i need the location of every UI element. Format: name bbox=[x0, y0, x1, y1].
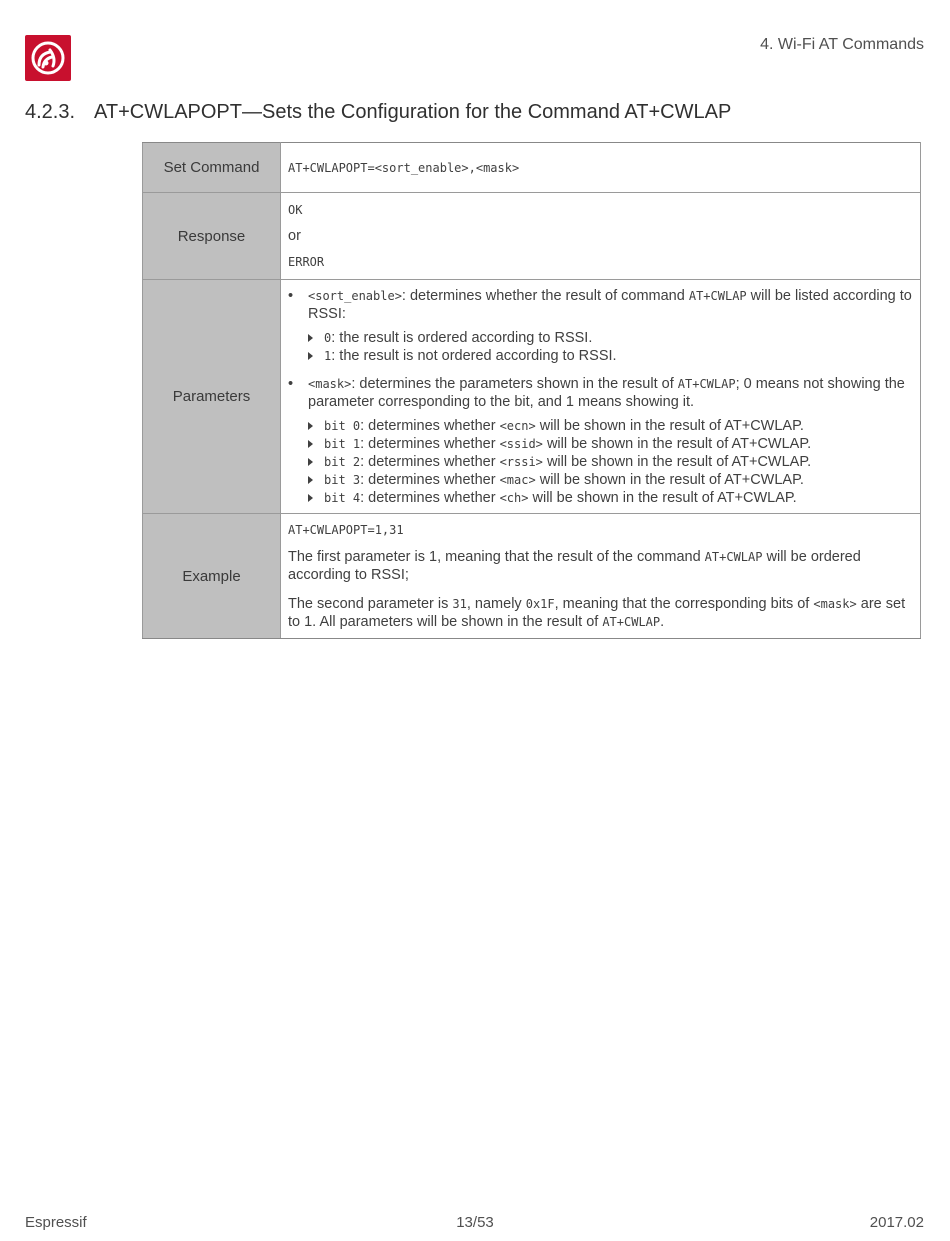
section-number: 4.2.3. bbox=[25, 101, 76, 123]
chapter-title: 4. Wi-Fi AT Commands bbox=[760, 36, 924, 53]
parameters-cell bbox=[281, 280, 921, 514]
parameters-row bbox=[143, 280, 921, 514]
example-para-1: The first parameter is 1, meaning that the result of the command AT+CWLAP will be ordered according to RSSI; bbox=[288, 549, 861, 583]
list-item: 0: the result is ordered according to RSSI. bbox=[288, 329, 912, 347]
command-table bbox=[142, 142, 921, 639]
triangle-bullet-icon bbox=[308, 440, 313, 448]
response-error: ERROR bbox=[288, 255, 325, 269]
bullet-icon: • bbox=[288, 288, 294, 304]
list-item: bit 4: determines whether <ch> will be shown in the result of AT+CWLAP. bbox=[288, 489, 912, 507]
list-item: bit 0: determines whether <ecn> will be shown in the result of AT+CWLAP. bbox=[288, 417, 912, 435]
example-label: Example bbox=[143, 514, 281, 639]
list-item: bit 2: determines whether <rssi> will be shown in the result of AT+CWLAP. bbox=[288, 453, 912, 471]
example-cell bbox=[281, 514, 921, 639]
example-command: AT+CWLAPOPT=1,31 bbox=[288, 523, 404, 537]
set-command-row bbox=[143, 143, 921, 193]
param-mask: • <mask>: determines the parameters shown in the result of AT+CWLAP; 0 means not showing the parameter corresponding to the bit, and 1 means showing it. bbox=[288, 376, 905, 410]
footer-page-number: 13/53 bbox=[456, 1214, 494, 1231]
footer-date: 2017.02 bbox=[869, 1214, 924, 1231]
triangle-bullet-icon bbox=[308, 494, 313, 502]
response-ok: OK bbox=[288, 203, 303, 217]
triangle-bullet-icon bbox=[308, 334, 313, 342]
set-command-label: Set Command bbox=[143, 143, 281, 193]
bullet-icon: • bbox=[288, 376, 294, 392]
response-or: or bbox=[288, 228, 301, 244]
section-title-text: AT+CWLAPOPT—Sets the Configuration for the Command AT+CWLAP bbox=[94, 101, 732, 123]
triangle-bullet-icon bbox=[308, 422, 313, 430]
triangle-bullet-icon bbox=[308, 352, 313, 360]
list-item: 1: the result is not ordered according to RSSI. bbox=[288, 347, 912, 365]
parameters-label: Parameters bbox=[143, 280, 281, 514]
set-command-value: AT+CWLAPOPT=<sort_enable>,<mask> bbox=[288, 160, 520, 175]
example-para-2: The second parameter is 31, namely 0x1F, meaning that the corresponding bits of <mask> are set to 1. All parameters will be shown in the result of AT+CWLAP. bbox=[288, 596, 906, 630]
example-row bbox=[143, 514, 921, 639]
response-label: Response bbox=[143, 193, 281, 280]
response-row bbox=[143, 193, 921, 280]
set-command-cell bbox=[281, 143, 921, 193]
triangle-bullet-icon bbox=[308, 476, 313, 484]
section-heading bbox=[25, 101, 731, 124]
response-cell bbox=[281, 193, 921, 280]
footer-company: Espressif bbox=[25, 1214, 87, 1231]
espressif-logo-icon bbox=[25, 35, 71, 81]
espressif-logo bbox=[25, 35, 71, 81]
list-item: bit 3: determines whether <mac> will be shown in the result of AT+CWLAP. bbox=[288, 471, 912, 489]
param-sort-enable: • <sort_enable>: determines whether the result of command AT+CWLAP will be listed according to RSSI: bbox=[288, 288, 912, 322]
list-item: bit 1: determines whether <ssid> will be shown in the result of AT+CWLAP. bbox=[288, 435, 912, 453]
triangle-bullet-icon bbox=[308, 458, 313, 466]
